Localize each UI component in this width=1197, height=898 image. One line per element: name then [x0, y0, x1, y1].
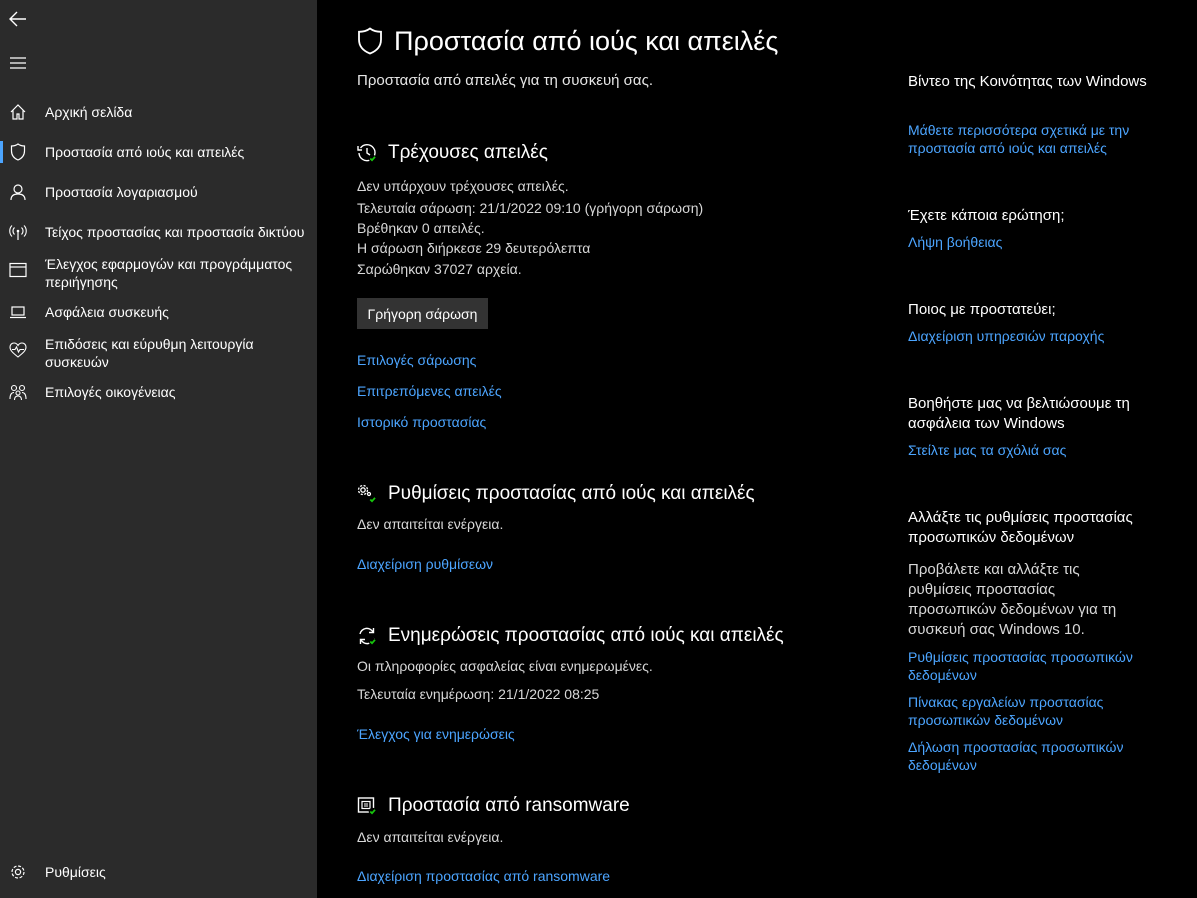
- get-help-link[interactable]: Λήψη βοήθειας: [908, 234, 1003, 250]
- send-feedback-link[interactable]: Στείλτε μας τα σχόλιά σας: [908, 442, 1067, 458]
- browser-window-icon: [8, 260, 28, 280]
- sidebar-item-virus-protection[interactable]: [0, 140, 317, 164]
- gear-icon: [8, 862, 28, 882]
- manage-ransomware-link[interactable]: Διαχείριση προστασίας από ransomware: [357, 868, 611, 884]
- last-update-text: Τελευταία ενημέρωση: 21/1/2022 08:25: [357, 686, 600, 702]
- scan-history-icon: [357, 143, 377, 163]
- back-arrow-icon: [9, 11, 27, 27]
- sidebar-item-label: Ασφάλεια συσκευής: [45, 304, 169, 320]
- hamburger-menu-icon: [10, 57, 26, 69]
- shield-icon: [357, 27, 383, 55]
- sidebar-item-firewall[interactable]: [0, 220, 317, 244]
- privacy-settings-link[interactable]: Ρυθμίσεις προστασίας προσωπικών δεδομένων: [908, 649, 1133, 683]
- quick-scan-button[interactable]: Γρήγορη σάρωση: [357, 298, 488, 329]
- privacy-description: Προβάλετε και αλλάξτε τις ρυθμίσεις προστασίας προσωπικών δεδομένων για τη συσκευή σας Windows 10.: [908, 561, 1117, 638]
- improve-heading: Βοηθήστε μας να βελτιώσουμε τη ασφάλεια των Windows: [908, 395, 1130, 432]
- settings-section-title: Ρυθμίσεις προστασίας από ιούς και απειλές: [388, 483, 755, 504]
- sidebar-item-label: Αρχική σελίδα: [45, 104, 133, 120]
- page-subtitle: Προστασία από απειλές για τη συσκευή σας.: [357, 72, 653, 89]
- community-videos-heading: Βίντεο της Κοινότητας των Windows: [908, 73, 1147, 90]
- allowed-threats-link[interactable]: Επιτρεπόμενες απειλές: [357, 383, 502, 399]
- privacy-dashboard-link[interactable]: Πίνακας εργαλείων προστασίας προσωπικών δεδομένων: [908, 694, 1104, 728]
- sidebar-item-label: Προστασία από ιούς και απειλές: [45, 144, 245, 160]
- home-icon: [8, 102, 28, 122]
- learn-more-link[interactable]: Μάθετε περισσότερα σχετικά με την προστασία από ιούς και απειλές: [908, 122, 1130, 156]
- person-icon: [8, 182, 28, 202]
- page-title: Προστασία από ιούς και απειλές: [394, 26, 779, 56]
- protection-history-link[interactable]: Ιστορικό προστασίας: [357, 414, 487, 430]
- family-icon: [8, 382, 28, 402]
- ransomware-status: Δεν απαιτείται ενέργεια.: [357, 829, 504, 845]
- last-scan-text: Τελευταία σάρωση: 21/1/2022 09:10 (γρήγορη σάρωση): [357, 200, 704, 216]
- privacy-heading: Αλλάξτε τις ρυθμίσεις προστασίας προσωπικών δεδομένων: [908, 509, 1133, 546]
- heart-pulse-icon: [8, 340, 28, 360]
- scan-options-link[interactable]: Επιλογές σάρωσης: [357, 352, 477, 368]
- laptop-icon: [8, 302, 28, 322]
- files-scanned-text: Σαρώθηκαν 37027 αρχεία.: [357, 261, 522, 277]
- back-button[interactable]: [0, 1, 36, 37]
- sidebar-item-label: Επιδόσεις και εύρυθμη λειτουργία συσκευών: [45, 336, 254, 370]
- sidebar: [0, 0, 317, 898]
- who-protects-heading: Ποιος με προστατεύει;: [908, 301, 1056, 318]
- threats-found-text: Βρέθηκαν 0 απειλές.: [357, 220, 485, 236]
- current-threats-title: Τρέχουσες απειλές: [388, 142, 548, 163]
- updates-section-title: Ενημερώσεις προστασίας από ιούς και απειλές: [388, 625, 784, 646]
- sidebar-item-family-options[interactable]: [0, 380, 317, 404]
- scan-duration-text: Η σάρωση διήρκεσε 29 δευτερόλεπτα: [357, 240, 591, 256]
- check-updates-link[interactable]: Έλεγχος για ενημερώσεις: [357, 726, 515, 742]
- sidebar-item-device-security[interactable]: [0, 300, 317, 324]
- hamburger-menu-button[interactable]: [0, 45, 36, 81]
- sidebar-item-label: Ρυθμίσεις: [45, 864, 106, 880]
- update-refresh-icon: [357, 626, 377, 646]
- question-heading: Έχετε κάποια ερώτηση;: [908, 207, 1065, 224]
- main-content: [317, 0, 887, 898]
- antenna-icon: [8, 222, 28, 242]
- sidebar-item-label: Έλεγχος εφαρμογών και προγράμματος περιήγησης: [45, 256, 293, 290]
- privacy-statement-link[interactable]: Δήλωση προστασίας προσωπικών δεδομένων: [908, 739, 1124, 773]
- settings-gears-icon: [357, 484, 377, 504]
- current-threats-status: Δεν υπάρχουν τρέχουσες απειλές.: [357, 178, 569, 194]
- right-info-panel: [908, 0, 1197, 898]
- settings-status: Δεν απαιτείται ενέργεια.: [357, 516, 504, 532]
- sidebar-item-label: Επιλογές οικογένειας: [45, 384, 176, 400]
- ransomware-folder-icon: [357, 796, 377, 816]
- sidebar-item-app-browser-control[interactable]: [0, 253, 317, 291]
- sidebar-item-account-protection[interactable]: [0, 180, 317, 204]
- ransomware-section-title: Προστασία από ransomware: [388, 795, 630, 816]
- sidebar-item-device-performance[interactable]: [0, 333, 317, 371]
- manage-providers-link[interactable]: Διαχείριση υπηρεσιών παροχής: [908, 328, 1105, 344]
- manage-settings-link[interactable]: Διαχείριση ρυθμίσεων: [357, 556, 494, 572]
- sidebar-item-label: Προστασία λογαριασμού: [45, 184, 198, 200]
- sidebar-item-settings[interactable]: [0, 860, 317, 884]
- sidebar-item-home[interactable]: [0, 100, 317, 124]
- updates-status: Οι πληροφορίες ασφαλείας είναι ενημερωμένες.: [357, 658, 653, 674]
- sidebar-item-label: Τείχος προστασίας και προστασία δικτύου: [45, 224, 305, 240]
- shield-icon: [8, 142, 28, 162]
